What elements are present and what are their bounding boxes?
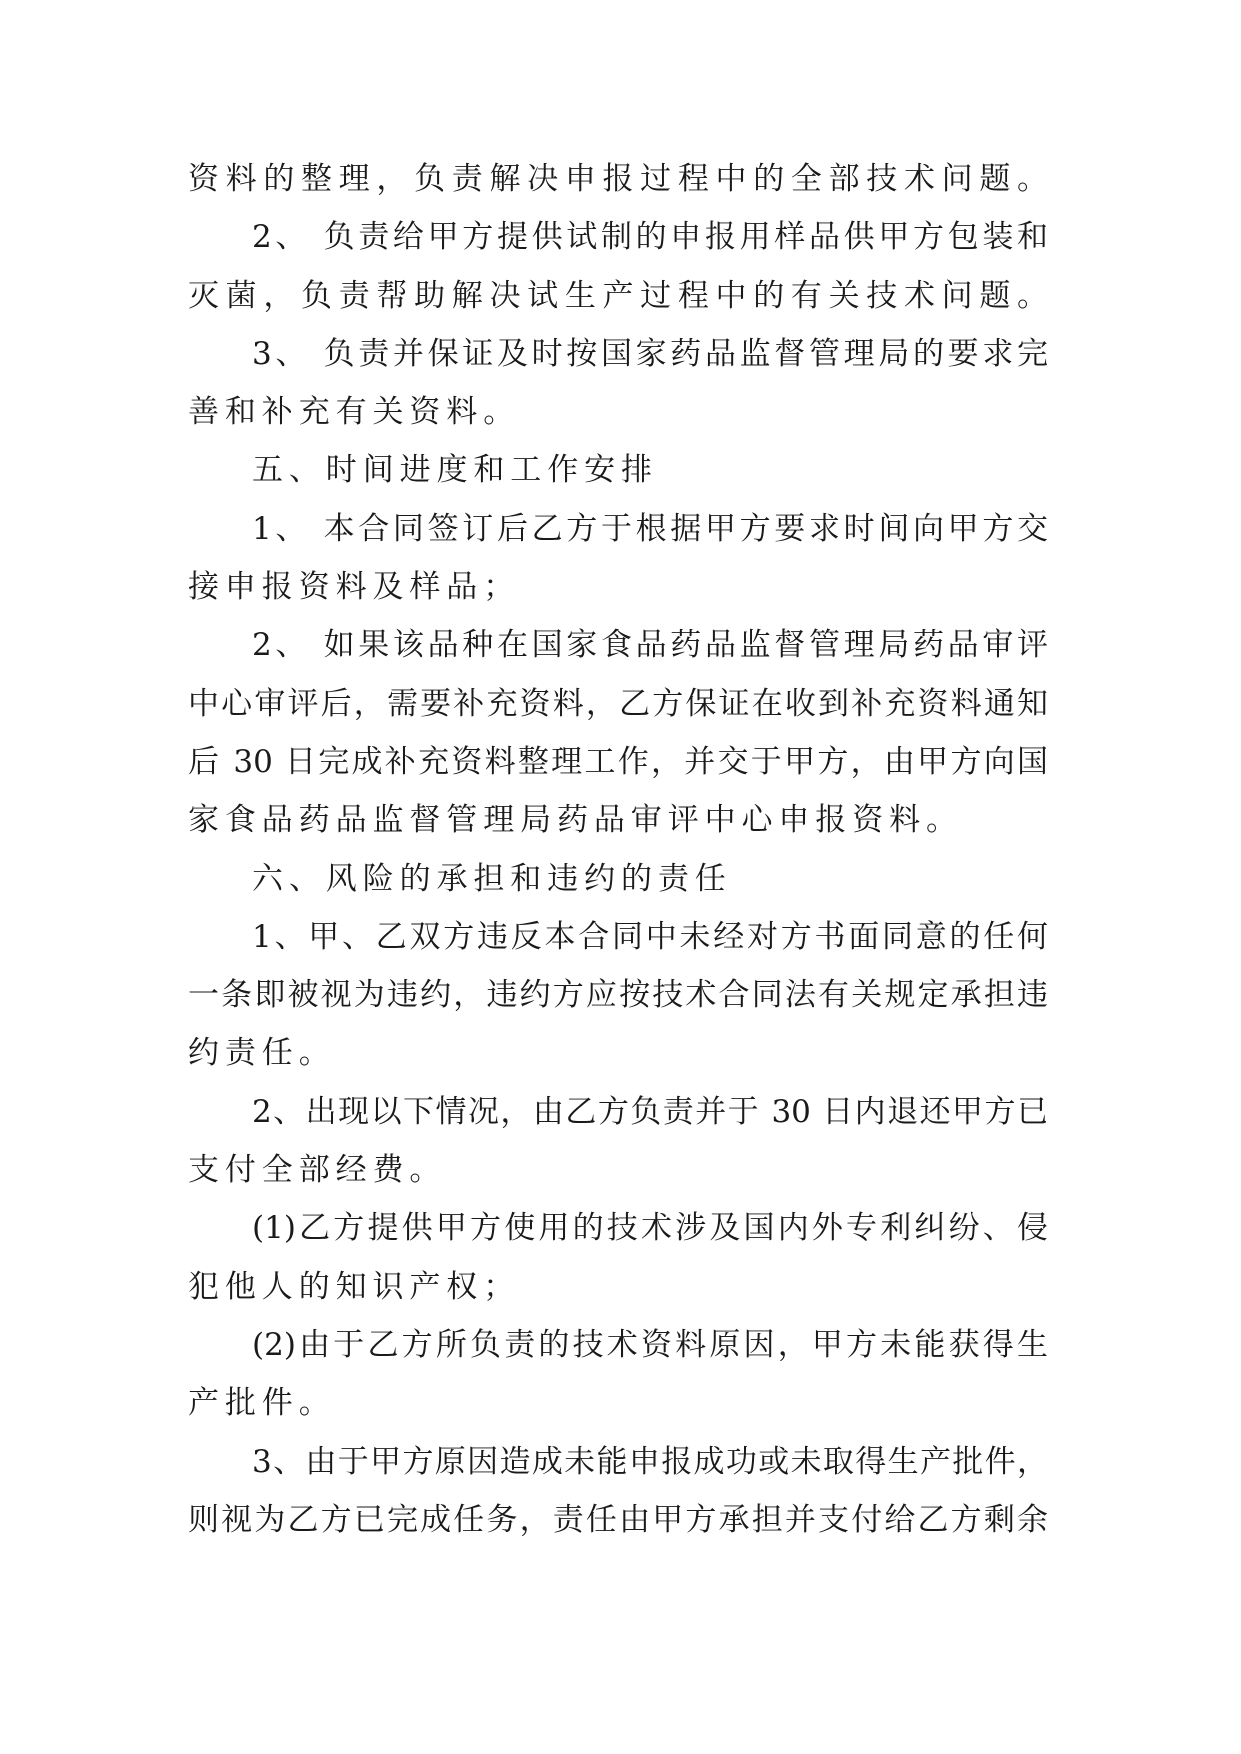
text-line: 3、 负责并保证及时按国家药品监督管理局的要求完 [252, 335, 1048, 372]
section-heading: 五、时间进度和工作安排 [252, 452, 658, 489]
text-line: 约责任。 [188, 1035, 336, 1072]
text-line: 2、 负责给甲方提供试制的申报用样品供甲方包装和 [252, 219, 1048, 256]
text-line: 家食品药品监督管理局药品审评中心申报资料。 [188, 802, 963, 839]
text-line: 中心审评后，需要补充资料，乙方保证在收到补充资料通知 [188, 685, 1048, 722]
text-line: 产批件。 [188, 1385, 336, 1422]
section-heading: 六、风险的承担和违约的责任 [252, 860, 732, 897]
text-line: 善和补充有关资料。 [188, 394, 521, 431]
text-line: 2、 如果该品种在国家食品药品监督管理局药品审评 [252, 627, 1048, 664]
text-line: 后 30 日完成补充资料整理工作，并交于甲方，由甲方向国 [188, 743, 1048, 780]
document-page [188, 150, 1048, 1549]
text-line: 灭菌，负责帮助解决试生产过程中的有关技术问题。 [188, 277, 1048, 314]
text-line: 资料的整理，负责解决申报过程中的全部技术问题。 [188, 161, 1048, 197]
text-line: 3、由于甲方原因造成未能申报成功或未取得生产批件， [252, 1443, 1048, 1480]
text-line: 1、 本合同签订后乙方于根据甲方要求时间向甲方交 [252, 510, 1048, 547]
text-line: 支付全部经费。 [188, 1152, 447, 1189]
text-line: (2)由于乙方所负责的技术资料原因，甲方未能获得生 [252, 1326, 1048, 1363]
text-line: (1)乙方提供甲方使用的技术涉及国内外专利纠纷、侵 [252, 1210, 1048, 1247]
text-line: 1、甲、乙双方违反本合同中未经对方书面同意的任何 [252, 918, 1048, 955]
text-line: 则视为乙方已完成任务，责任由甲方承担并支付给乙方剩余 [188, 1501, 1048, 1538]
text-line: 一条即被视为违约，违约方应按技术合同法有关规定承担违 [188, 977, 1048, 1014]
text-line: 犯他人的知识产权； [188, 1268, 521, 1305]
text-line: 接申报资料及样品； [188, 569, 521, 606]
text-line: 2、出现以下情况，由乙方负责并于 30 日内退还甲方已 [252, 1093, 1048, 1130]
